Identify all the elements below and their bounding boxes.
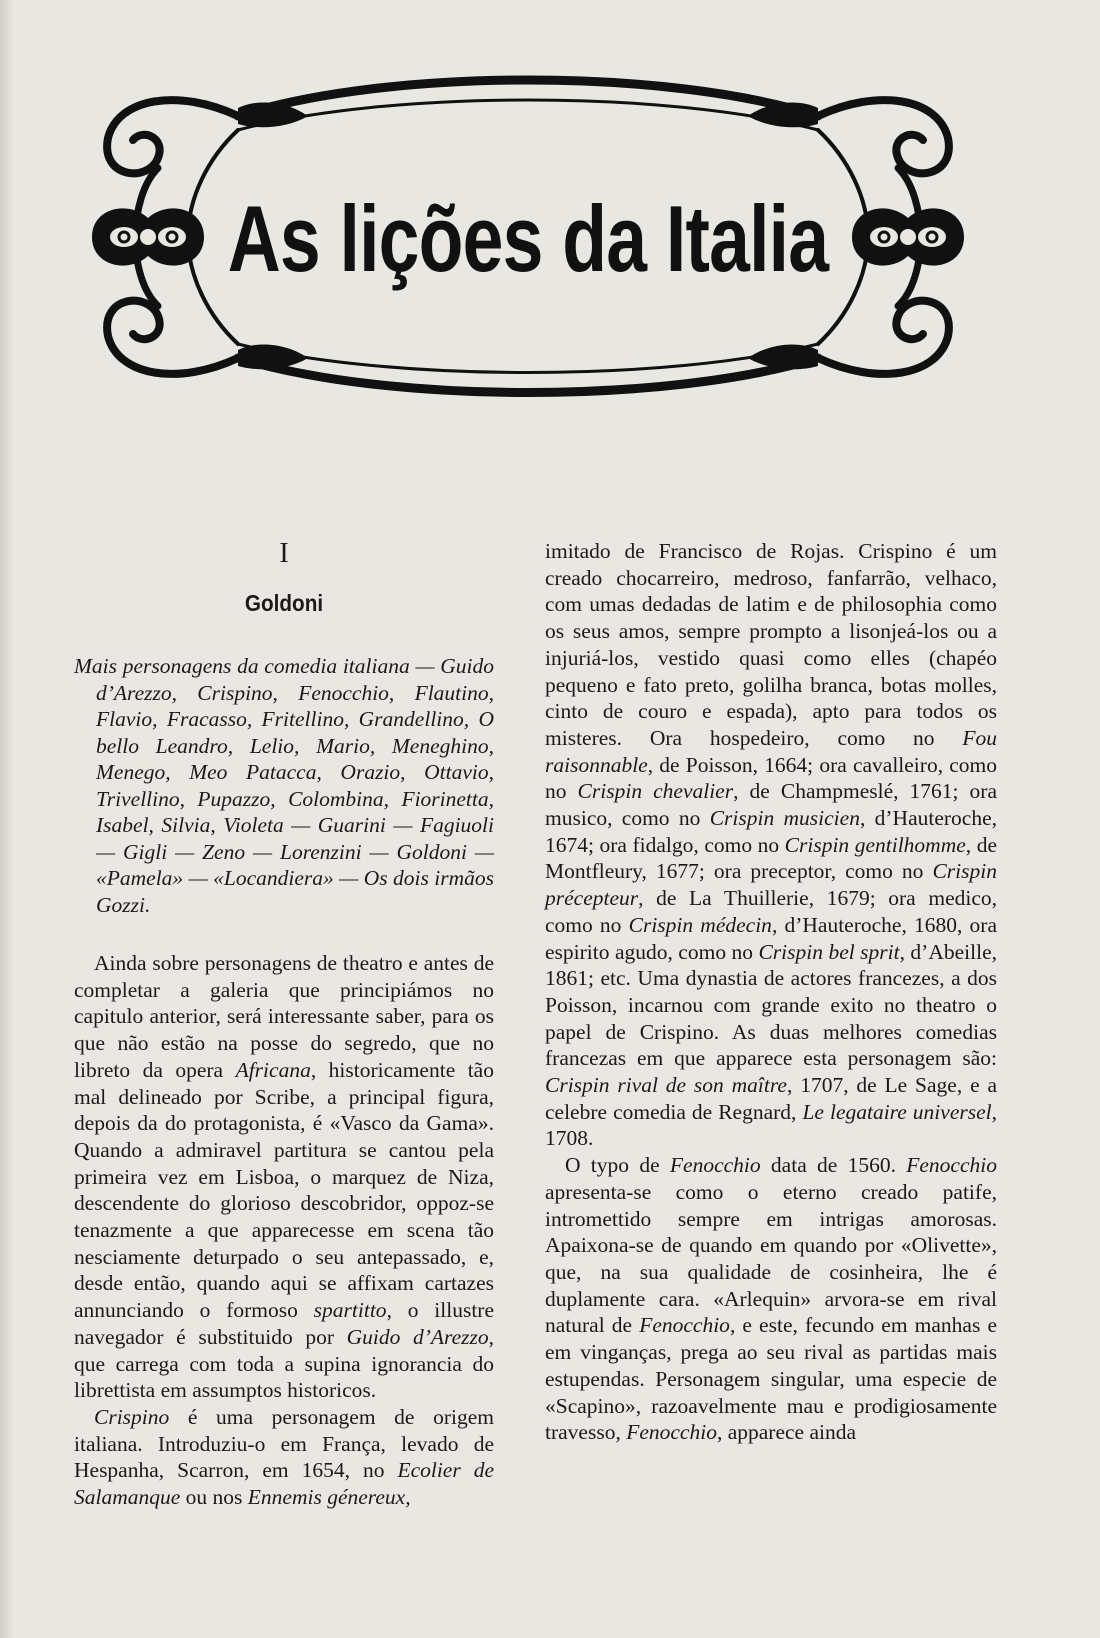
text-run: , de Champmeslé, 1761; ora musico, como no <box>545 779 998 831</box>
italic-text: Crispin bel sprit <box>758 939 900 964</box>
right-body <box>545 538 997 1446</box>
text-run: data de 1560. <box>760 1153 907 1178</box>
body-paragraph <box>74 950 494 1404</box>
italic-text: Ecolier de Salamanque <box>74 1458 494 1510</box>
text-run: apresenta-se como o eterno creado patife, intromettido sempre em intrigas amorosas. Apaixona-se de quando em quando por «Olivette», que, na sua qualidade de cosinheira, lhe é duplamente cara. «Arlequin» arvora-se em rival natural de <box>545 1179 997 1338</box>
body-paragraph <box>545 538 997 1152</box>
italic-text: Fou raisonnable <box>545 725 997 777</box>
italic-text: Fenocchio <box>626 1420 717 1445</box>
text-run: , de Poisson, 1664; ora cavalleiro, como no <box>545 752 997 804</box>
text-run: é uma personagem de origem italiana. Introduziu-o em França, levado de Hespanha, Scarron, em 1654, no <box>74 1404 494 1483</box>
chapter-summary: Mais personagens da comedia italiana — Guido d’Arezzo, Crispino, Fenocchio, Flautino, Flavio, Fracasso, Fritellino, Grandellino, O bello Leandro, Lelio, Mario, Meneghino, Menego, Meo Patacca, Orazio, Ottavio, Trivellino, Pupazzo, Colombina, Fiorinetta, Isabel, Silvia, Violeta — Guarini — Fagiuoli — Gigli — Zeno — Lorenzini — Goldoni — «Pamela» — «Locandiera» — Os dois irmãos Gozzi. <box>74 654 494 917</box>
chapter-title: Goldoni <box>244 590 324 616</box>
text-run: , e este, fecundo em manhas e em vinganças, prega ao seu rival as partidas mais estupendas. Personagem singular, uma especie de «Scapino», razoavelmente mau e prodigiosamente travesso, <box>545 1313 997 1445</box>
italic-text: spartitto <box>313 1298 387 1323</box>
text-run: imitado de Francisco de Rojas. Crispino é um creado chocarreiro, medroso, fanfarrão, velhaco, com umas dedadas de latim e de philosophia como os seus amos, sempre prompto a lisonjeá-los ou a injuriá-los, vestido quasi como elles (chapéo pequeno e fato preto, golilha branca, botas molles, cinto de couro e espada), apto para todos os misteres. Ora hospedeiro, como no <box>545 539 997 750</box>
text-run: , d’Abeille, 1861; etc. Uma dynastia de actores francezes, a dos Poisson, incarnou com grande exito no theatro o papel de Crispino. As duas melhores comedias francezas em que apparece esta personagem são: <box>545 939 997 1071</box>
italic-text: Fenocchio <box>639 1313 730 1338</box>
italic-text: Fenocchio <box>906 1153 997 1178</box>
text-run: , apparece ainda <box>716 1420 857 1445</box>
text-run: , d’Hauteroche, 1680, ora espirito agudo, como no <box>545 912 997 964</box>
text-run: ou nos <box>180 1485 248 1510</box>
text-run: , 1707, de Le Sage, e a celebre comedia de Regnard, <box>545 1073 997 1124</box>
italic-text: Le legataire universel <box>802 1099 992 1124</box>
text-run: O typo de <box>565 1153 670 1178</box>
chapter-number: I <box>279 538 289 569</box>
text-run: , de La Thuillerie, 1679; ora medico, como no <box>545 886 997 937</box>
left-column <box>74 534 494 1511</box>
body-paragraph <box>545 1152 997 1446</box>
text-run: , de Montfleury, 1677; ora preceptor, como no <box>545 832 997 884</box>
text-run: , o illustre navegador é substituido por <box>74 1298 495 1349</box>
text-run: , que carrega com toda a supina ignorancia do librettista em assumptos historicos. <box>74 1324 494 1403</box>
text-run: , historicamente tão mal delineado por Scribe, a principal figura, depois da do protagonista, é «Vasco da Gama». Quando a admiravel partitura se cantou pela primeira vez em Lisboa, o marquez de Niza, descendente do glorioso descobridor, oppoz-se tenazmente a que apparecesse em scena tão nesciamente deturpado o seu antepassado, e, desde então, quando aqui se affixam cartazes annunciando o formoso <box>74 1057 494 1323</box>
italic-text: Crispin rival de son maître <box>545 1073 787 1098</box>
italic-text: Crispin chevalier <box>577 779 734 804</box>
right-column <box>545 538 997 1446</box>
text-run: , 1708. <box>545 1099 997 1151</box>
text-run: , d’Hauteroche, 1674; ora fidalgo, como no <box>545 806 998 857</box>
italic-text: Fenocchio <box>669 1153 761 1178</box>
italic-text: Crispin médecin <box>628 912 772 937</box>
italic-text: Crispin gentilhomme <box>784 832 966 857</box>
left-body <box>74 950 494 1511</box>
italic-text: Crispin musicien <box>709 806 860 831</box>
article-title: As lições da Italia <box>227 186 829 291</box>
italic-text: Crispin précepteur <box>545 859 997 911</box>
italic-text: Crispino <box>94 1404 170 1429</box>
italic-text: Africana <box>235 1057 311 1082</box>
page-edge-shadow <box>0 0 14 1638</box>
body-paragraph <box>74 1404 494 1511</box>
italic-text: Ennemis génereux, <box>247 1485 411 1510</box>
text-run: Ainda sobre personagens de theatro e antes de completar a galeria que principiámos no capitulo anterior, será interessante saber, para os que não estão na posse do segredo, que no libreto da opera <box>74 951 494 1082</box>
title-banner <box>88 68 968 404</box>
italic-text: Guido d’Arezzo <box>346 1324 489 1349</box>
